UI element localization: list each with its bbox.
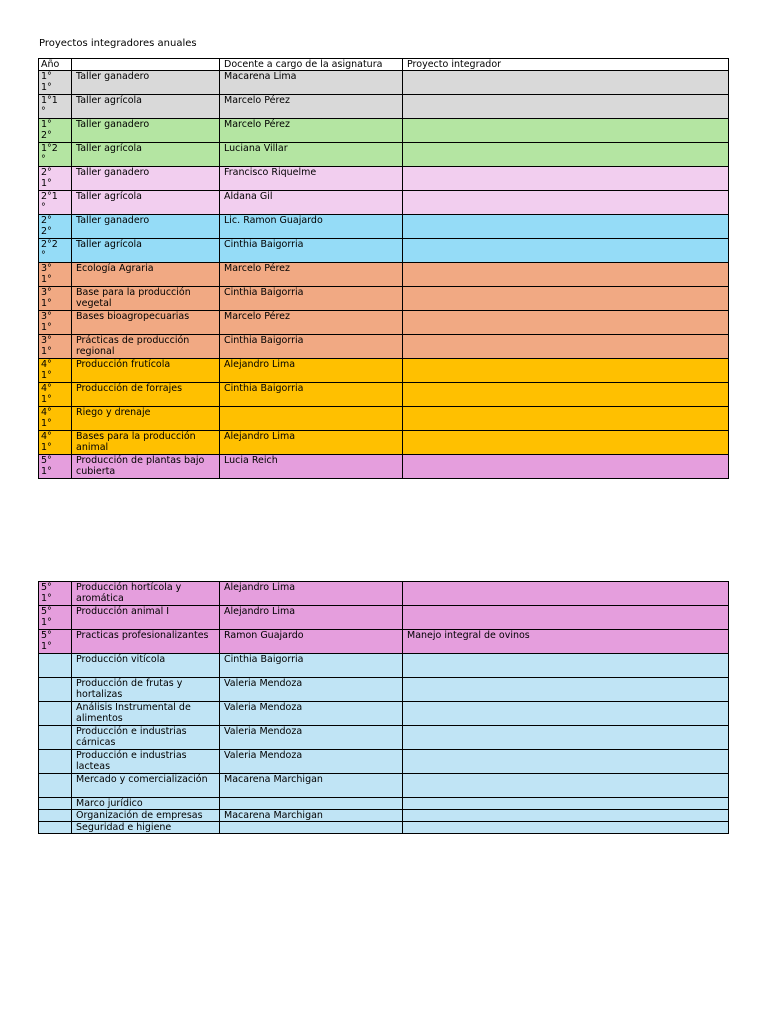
cell-teacher: Francisco Riquelme xyxy=(220,167,403,191)
cell-project xyxy=(403,750,729,774)
cell-project xyxy=(403,71,729,95)
cell-project xyxy=(403,95,729,119)
table-row xyxy=(39,263,729,287)
cell-year: 5° 1° xyxy=(39,606,72,630)
cell-project xyxy=(403,287,729,311)
cell-year: 5° 1° xyxy=(39,582,72,606)
cell-project xyxy=(403,119,729,143)
table-row xyxy=(39,383,729,407)
cell-teacher: Valeria Mendoza xyxy=(220,678,403,702)
cell-year: 2° 2° xyxy=(39,215,72,239)
cell-teacher: Marcelo Pérez xyxy=(220,263,403,287)
cell-teacher: Cinthia Baigorria xyxy=(220,239,403,263)
cell-project xyxy=(403,167,729,191)
cell-year: 4° 1° xyxy=(39,431,72,455)
table-row xyxy=(39,335,729,359)
table-row xyxy=(39,311,729,335)
cell-year: 2°1 ° xyxy=(39,191,72,215)
cell-year xyxy=(39,750,72,774)
cell-project xyxy=(403,810,729,822)
cell-year: 2° 1° xyxy=(39,167,72,191)
cell-subject: Practicas profesionalizantes xyxy=(72,630,220,654)
cell-year: 5° 1° xyxy=(39,455,72,479)
cell-year xyxy=(39,702,72,726)
cell-subject: Producción animal I xyxy=(72,606,220,630)
table-row xyxy=(39,455,729,479)
cell-year: 1° 1° xyxy=(39,71,72,95)
cell-teacher: Cinthia Baigorria xyxy=(220,654,403,678)
cell-teacher: Marcelo Pérez xyxy=(220,311,403,335)
cell-teacher xyxy=(220,798,403,810)
cell-subject: Riego y drenaje xyxy=(72,407,220,431)
table-row xyxy=(39,239,729,263)
cell-subject: Taller ganadero xyxy=(72,71,220,95)
cell-year: 4° 1° xyxy=(39,359,72,383)
header-teacher: Docente a cargo de la asignatura xyxy=(220,59,403,71)
cell-teacher: Macarena Lima xyxy=(220,71,403,95)
cell-year: 4° 1° xyxy=(39,407,72,431)
cell-teacher: Valeria Mendoza xyxy=(220,750,403,774)
cell-subject: Análisis Instrumental de alimentos xyxy=(72,702,220,726)
cell-year xyxy=(39,678,72,702)
cell-subject: Taller ganadero xyxy=(72,215,220,239)
cell-subject: Base para la producción vegetal xyxy=(72,287,220,311)
table-row xyxy=(39,167,729,191)
cell-teacher: Luciana Villar xyxy=(220,143,403,167)
cell-year xyxy=(39,822,72,834)
cell-project xyxy=(403,654,729,678)
table-row xyxy=(39,702,729,726)
table-row xyxy=(39,798,729,810)
cell-project xyxy=(403,822,729,834)
cell-teacher: Cinthia Baigorria xyxy=(220,335,403,359)
table-row xyxy=(39,191,729,215)
cell-year: 1°1 ° xyxy=(39,95,72,119)
cell-project xyxy=(403,798,729,810)
header-year: Año xyxy=(39,59,72,71)
table-row xyxy=(39,678,729,702)
cell-teacher: Alejandro Lima xyxy=(220,582,403,606)
cell-year: 3° 1° xyxy=(39,311,72,335)
header-subject xyxy=(72,59,220,71)
cell-subject: Organización de empresas xyxy=(72,810,220,822)
cell-project xyxy=(403,455,729,479)
cell-subject: Bases para la producción animal xyxy=(72,431,220,455)
cell-teacher: Alejandro Lima xyxy=(220,606,403,630)
cell-year: 2°2 ° xyxy=(39,239,72,263)
cell-year: 1° 2° xyxy=(39,119,72,143)
table-row xyxy=(39,630,729,654)
cell-teacher: Marcelo Pérez xyxy=(220,95,403,119)
cell-subject: Taller agrícola xyxy=(72,95,220,119)
cell-subject: Seguridad e higiene xyxy=(72,822,220,834)
cell-year: 1°2 ° xyxy=(39,143,72,167)
table-row xyxy=(39,750,729,774)
cell-teacher: Valeria Mendoza xyxy=(220,702,403,726)
cell-year: 3° 1° xyxy=(39,287,72,311)
cell-project xyxy=(403,431,729,455)
table-row xyxy=(39,119,729,143)
table-row xyxy=(39,95,729,119)
cell-teacher: Marcelo Pérez xyxy=(220,119,403,143)
cell-subject: Producción frutícola xyxy=(72,359,220,383)
cell-project xyxy=(403,702,729,726)
table-row xyxy=(39,774,729,798)
cell-project xyxy=(403,215,729,239)
cell-project xyxy=(403,191,729,215)
cell-subject: Bases bioagropecuarias xyxy=(72,311,220,335)
cell-teacher: Cinthia Baigorria xyxy=(220,383,403,407)
cell-project xyxy=(403,143,729,167)
document-title: Proyectos integradores anuales xyxy=(39,38,197,49)
table-row xyxy=(39,407,729,431)
cell-project xyxy=(403,239,729,263)
cell-subject: Marco jurídico xyxy=(72,798,220,810)
cell-subject: Producción de forrajes xyxy=(72,383,220,407)
table-row xyxy=(39,287,729,311)
table-row xyxy=(39,810,729,822)
table-row xyxy=(39,143,729,167)
cell-subject: Ecología Agraria xyxy=(72,263,220,287)
table-row xyxy=(39,726,729,750)
cell-year: 3° 1° xyxy=(39,263,72,287)
table-row xyxy=(39,359,729,383)
cell-subject: Taller agrícola xyxy=(72,143,220,167)
table-row xyxy=(39,654,729,678)
cell-project xyxy=(403,407,729,431)
cell-year xyxy=(39,774,72,798)
cell-subject: Mercado y comercialización xyxy=(72,774,220,798)
cell-subject: Taller ganadero xyxy=(72,119,220,143)
cell-subject: Prácticas de producción regional xyxy=(72,335,220,359)
cell-subject: Producción de plantas bajo cubierta xyxy=(72,455,220,479)
cell-year xyxy=(39,810,72,822)
cell-teacher: Alejandro Lima xyxy=(220,359,403,383)
cell-subject: Producción de frutas y hortalizas xyxy=(72,678,220,702)
cell-project xyxy=(403,335,729,359)
cell-project xyxy=(403,582,729,606)
projects-table-part-2 xyxy=(38,581,729,834)
cell-teacher: Ramon Guajardo xyxy=(220,630,403,654)
table-row xyxy=(39,822,729,834)
cell-year xyxy=(39,798,72,810)
cell-project xyxy=(403,311,729,335)
cell-teacher xyxy=(220,822,403,834)
cell-subject: Taller agrícola xyxy=(72,191,220,215)
projects-table-part-1 xyxy=(38,58,729,479)
cell-project xyxy=(403,774,729,798)
table-row xyxy=(39,431,729,455)
cell-teacher: Lucia Reich xyxy=(220,455,403,479)
cell-subject: Taller ganadero xyxy=(72,167,220,191)
cell-project: Manejo integral de ovinos xyxy=(403,630,729,654)
cell-year xyxy=(39,726,72,750)
cell-project xyxy=(403,606,729,630)
cell-subject: Producción e industrias cárnicas xyxy=(72,726,220,750)
cell-subject: Taller agrícola xyxy=(72,239,220,263)
cell-subject: Producción e industrias lacteas xyxy=(72,750,220,774)
cell-teacher: Aldana Gil xyxy=(220,191,403,215)
cell-project xyxy=(403,263,729,287)
table-row xyxy=(39,71,729,95)
table-row xyxy=(39,606,729,630)
cell-teacher: Macarena Marchigan xyxy=(220,774,403,798)
cell-teacher: Cinthia Baigorria xyxy=(220,287,403,311)
cell-subject: Producción vitícola xyxy=(72,654,220,678)
cell-teacher: Valeria Mendoza xyxy=(220,726,403,750)
cell-project xyxy=(403,359,729,383)
table-row xyxy=(39,582,729,606)
cell-teacher xyxy=(220,407,403,431)
cell-project xyxy=(403,678,729,702)
cell-teacher: Alejandro Lima xyxy=(220,431,403,455)
cell-year xyxy=(39,654,72,678)
cell-project xyxy=(403,726,729,750)
cell-project xyxy=(403,383,729,407)
cell-year: 3° 1° xyxy=(39,335,72,359)
cell-year: 4° 1° xyxy=(39,383,72,407)
cell-subject: Producción hortícola y aromática xyxy=(72,582,220,606)
table-header-row xyxy=(39,59,729,71)
table-row xyxy=(39,215,729,239)
cell-teacher: Macarena Marchigan xyxy=(220,810,403,822)
header-project: Proyecto integrador xyxy=(403,59,729,71)
cell-teacher: Lic. Ramon Guajardo xyxy=(220,215,403,239)
cell-year: 5° 1° xyxy=(39,630,72,654)
